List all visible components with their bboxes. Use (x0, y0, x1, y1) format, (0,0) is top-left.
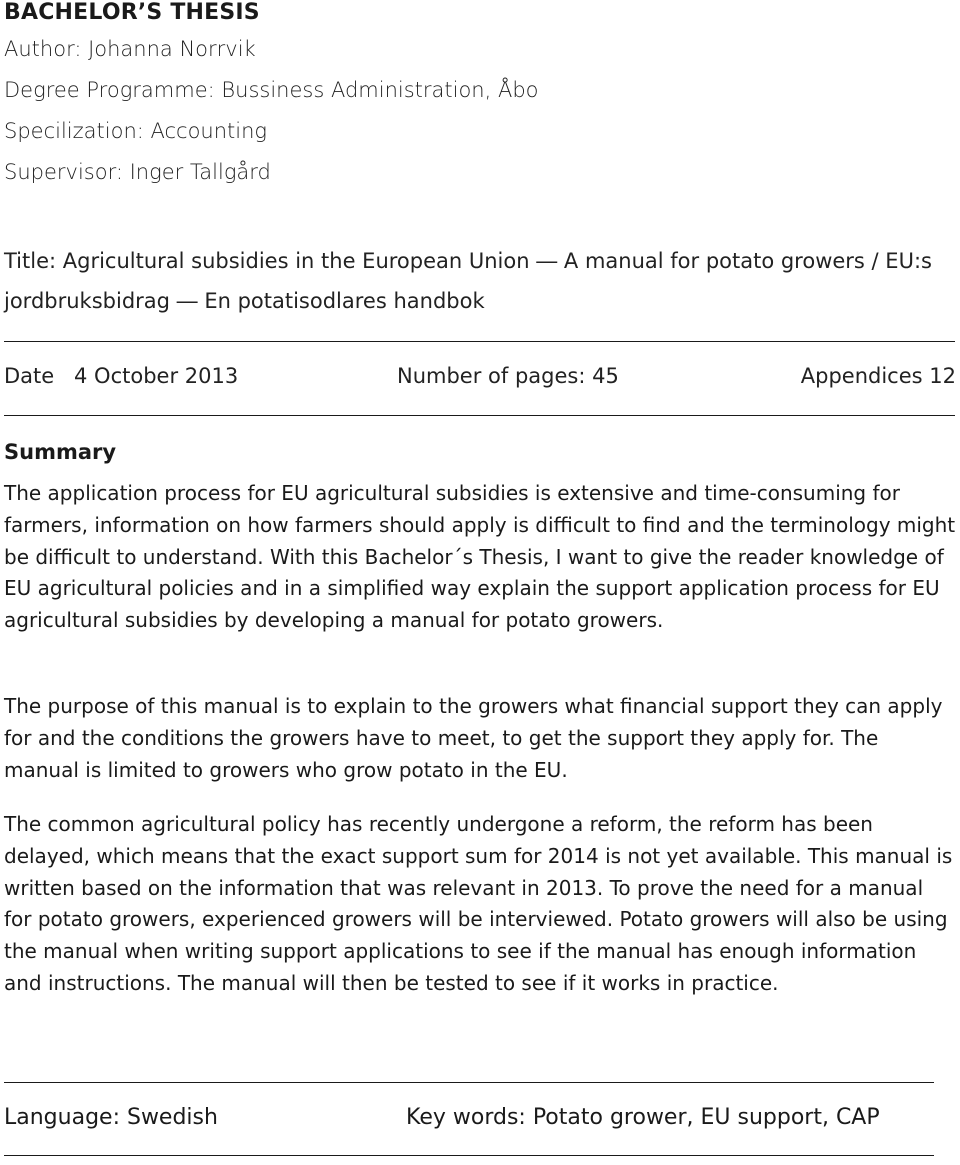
document-info-row (4, 361, 956, 391)
date-label: Date (4, 364, 55, 388)
author-line: Author: Johanna Norrvik (4, 37, 256, 61)
divider-rule (4, 1155, 934, 1156)
date-value: 4 October 2013 (74, 364, 239, 388)
thesis-title: Title: Agricultural subsidies in the European Union ― A manual for potato growers / EU:s jordbruksbidrag ― En potatisodlares handbok (4, 249, 932, 313)
degree-programme-line: Degree Programme: Bussiness Administration, Åbo (4, 78, 539, 102)
supervisor-line: Supervisor: Inger Tallgård (4, 160, 271, 184)
summary-paragraph: The purpose of this manual is to explain to the growers what financial support they can apply for and the conditions the growers have to meet, to get the support they apply for. The manual is limited to growers who grow potato in the EU. (4, 694, 943, 782)
divider-rule (4, 415, 955, 416)
language-field: Language: Swedish (4, 1105, 218, 1130)
summary-paragraph: The common agricultural policy has recently undergone a reform, the reform has been delayed, which means that the exact support sum for 2014 is not yet available. This manual is written based on the information that was relevant in 2013. To prove the need for a manual for potato growers, experienced growers will be interviewed. Potato growers will also be using the manual when writing support applications to see if the manual has enough information and instructions. The manual will then be tested to see if it works in practice. (4, 812, 953, 995)
specialization-line: Specilization: Accounting (4, 119, 268, 143)
footer-info-row (4, 1101, 956, 1135)
document-heading: BACHELOR’S THESIS (4, 0, 260, 25)
divider-rule (4, 1082, 934, 1083)
page-count: Number of pages: 45 (397, 364, 619, 388)
summary-paragraph: The application process for EU agricultural subsidies is extensive and time-consuming for farmers, information on how farmers should apply is difficult to find and the terminology might be difficult to understand. With this Bachelor´s Thesis, I want to give the reader knowledge of EU agricultural policies and in a simplified way explain the support application process for EU agricultural subsidies by developing a manual for potato growers. (4, 481, 956, 633)
keywords-field: Key words: Potato grower, EU support, CAP (406, 1105, 880, 1130)
summary-heading: Summary (4, 440, 117, 464)
divider-rule (4, 341, 955, 342)
appendices-count: Appendices 12 (800, 364, 956, 388)
